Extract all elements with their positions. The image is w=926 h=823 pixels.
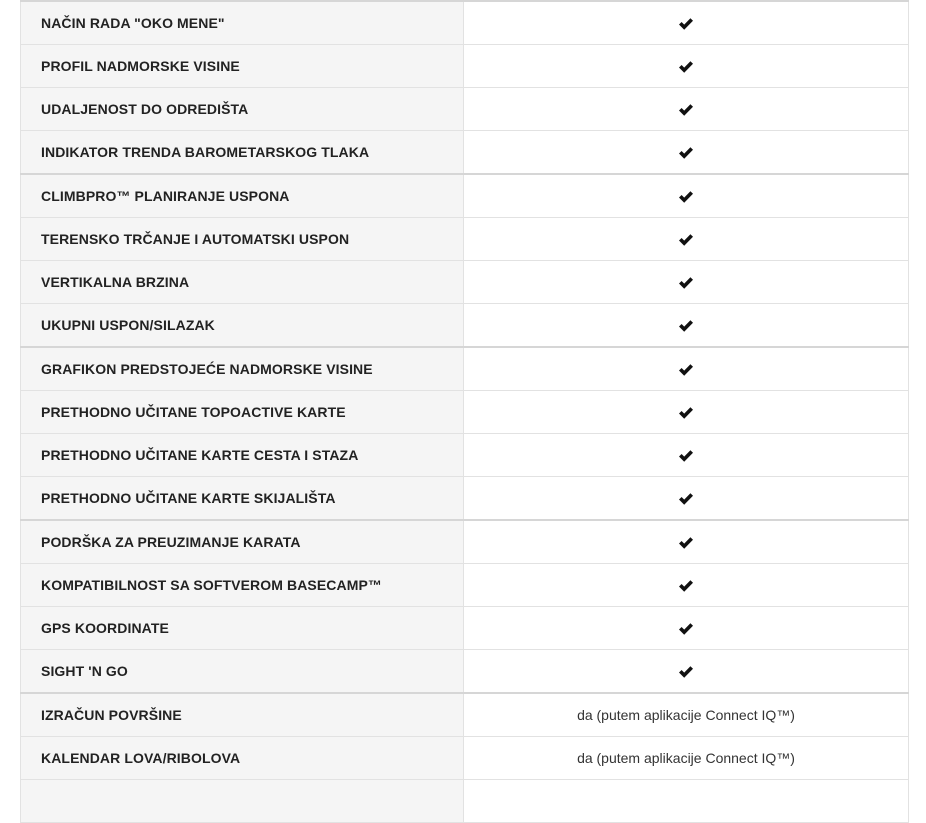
feature-value — [464, 693, 909, 737]
feature-value — [464, 304, 909, 348]
table-row — [21, 1, 909, 45]
table-row — [21, 434, 909, 477]
feature-value — [464, 607, 909, 650]
feature-label: GRAFIKON PREDSTOJEĆE NADMORSKE VISINE — [21, 347, 464, 391]
feature-value — [464, 434, 909, 477]
checkmark-icon — [678, 60, 694, 74]
checkmark-icon — [678, 536, 694, 550]
feature-value — [464, 45, 909, 88]
checkmark-icon — [678, 103, 694, 117]
checkmark-icon — [678, 17, 694, 31]
feature-value — [464, 650, 909, 694]
feature-value — [464, 564, 909, 607]
checkmark-icon — [678, 146, 694, 160]
feature-label: INDIKATOR TRENDA BAROMETARSKOG TLAKA — [21, 131, 464, 175]
table-row — [21, 391, 909, 434]
feature-label: PRETHODNO UČITANE KARTE SKIJALIŠTA — [21, 477, 464, 521]
feature-label: PODRŠKA ZA PREUZIMANJE KARATA — [21, 520, 464, 564]
spec-table-body — [21, 1, 909, 823]
table-row — [21, 650, 909, 694]
feature-label: PROFIL NADMORSKE VISINE — [21, 45, 464, 88]
feature-value — [464, 737, 909, 780]
feature-label: SIGHT 'N GO — [21, 650, 464, 694]
feature-label: UKUPNI USPON/SILAZAK — [21, 304, 464, 348]
checkmark-icon — [678, 233, 694, 247]
table-row — [21, 131, 909, 175]
feature-value — [464, 131, 909, 175]
table-row — [21, 607, 909, 650]
feature-label: NAČIN RADA "OKO MENE" — [21, 1, 464, 45]
feature-value — [464, 261, 909, 304]
feature-value-text: da (putem aplikacije Connect IQ™) — [577, 750, 795, 766]
table-row — [21, 88, 909, 131]
feature-value — [464, 780, 909, 823]
table-row — [21, 520, 909, 564]
feature-value — [464, 218, 909, 261]
table-row — [21, 174, 909, 218]
checkmark-icon — [678, 406, 694, 420]
checkmark-icon — [678, 190, 694, 204]
feature-label: UDALJENOST DO ODREDIŠTA — [21, 88, 464, 131]
checkmark-icon — [678, 492, 694, 506]
checkmark-icon — [678, 622, 694, 636]
feature-value — [464, 477, 909, 521]
checkmark-icon — [678, 579, 694, 593]
feature-value — [464, 174, 909, 218]
checkmark-icon — [678, 276, 694, 290]
feature-label: PRETHODNO UČITANE TOPOACTIVE KARTE — [21, 391, 464, 434]
table-row — [21, 45, 909, 88]
checkmark-icon — [678, 319, 694, 333]
feature-label: KOMPATIBILNOST SA SOFTVEROM BASECAMP™ — [21, 564, 464, 607]
table-row — [21, 737, 909, 780]
feature-label: KALENDAR LOVA/RIBOLOVA — [21, 737, 464, 780]
feature-label — [21, 780, 464, 823]
table-row — [21, 693, 909, 737]
table-row — [21, 261, 909, 304]
feature-label: CLIMBPRO™ PLANIRANJE USPONA — [21, 174, 464, 218]
feature-label: IZRAČUN POVRŠINE — [21, 693, 464, 737]
feature-label: GPS KOORDINATE — [21, 607, 464, 650]
feature-value-text: da (putem aplikacije Connect IQ™) — [577, 707, 795, 723]
checkmark-icon — [678, 363, 694, 377]
table-row — [21, 780, 909, 823]
checkmark-icon — [678, 665, 694, 679]
table-row — [21, 218, 909, 261]
feature-label: VERTIKALNA BRZINA — [21, 261, 464, 304]
feature-value — [464, 347, 909, 391]
feature-value — [464, 88, 909, 131]
feature-value — [464, 520, 909, 564]
feature-value — [464, 391, 909, 434]
feature-value — [464, 1, 909, 45]
checkmark-icon — [678, 449, 694, 463]
spec-table — [20, 0, 909, 823]
table-row — [21, 304, 909, 348]
feature-label: TERENSKO TRČANJE I AUTOMATSKI USPON — [21, 218, 464, 261]
table-row — [21, 564, 909, 607]
table-row — [21, 347, 909, 391]
feature-label: PRETHODNO UČITANE KARTE CESTA I STAZA — [21, 434, 464, 477]
table-row — [21, 477, 909, 521]
